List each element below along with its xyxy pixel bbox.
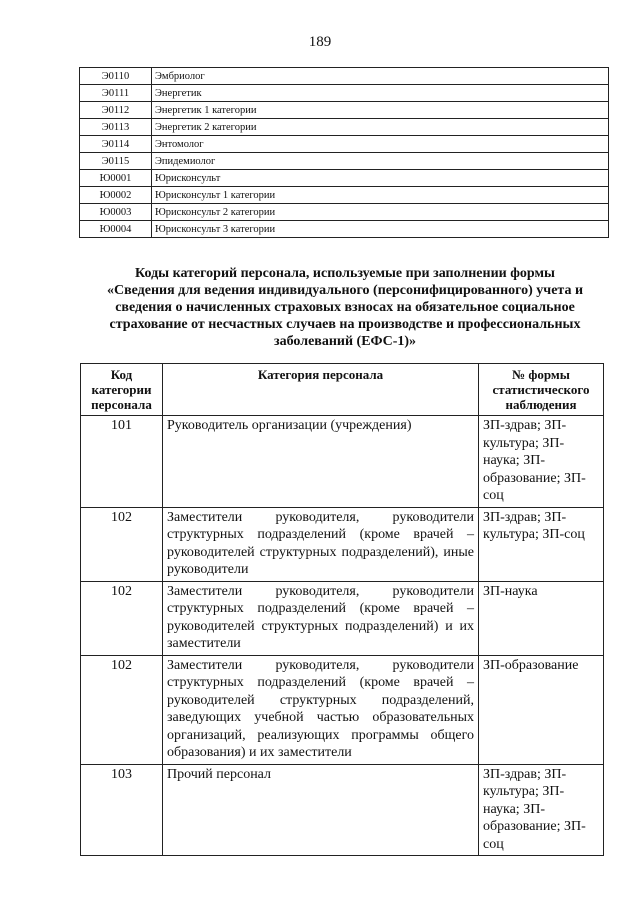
occupation-name: Юрисконсульт 2 категории [152, 204, 609, 221]
category-name: Заместители руководителя, руководители структурных подразделений (кроме врачей – руководителей структурных подразделений), иные руководители [163, 507, 479, 581]
table-row [81, 416, 604, 508]
form-number: ЗП-здрав; ЗП-культура; ЗП-наука; ЗП-образование; ЗП-соц [479, 764, 604, 856]
table-row [80, 170, 609, 187]
occupation-code: Ю0003 [80, 204, 152, 221]
category-name: Прочий персонал [163, 764, 479, 856]
occupation-code: Ю0004 [80, 221, 152, 238]
occupation-name: Энтомолог [152, 136, 609, 153]
section-title [80, 265, 610, 350]
occupation-code: Э0115 [80, 153, 152, 170]
category-name: Заместители руководителя, руководители структурных подразделений (кроме врачей – руководителей структурных подразделений) и их заместители [163, 581, 479, 655]
personnel-category-table [80, 363, 604, 856]
occupation-code: Э0112 [80, 102, 152, 119]
category-name: Заместители руководителя, руководители структурных подразделений (кроме врачей – руководителей структурных подразделений, заведующих учебной частью образовательных организаций, реализующих программы общего образования) и их заместители [163, 655, 479, 764]
table-row [80, 102, 609, 119]
category-code: 102 [81, 581, 163, 655]
table-row [80, 136, 609, 153]
section-title-line: сведения о начисленных страховых взносах на обязательное социальное [115, 300, 575, 315]
page-number: 189 [308, 34, 332, 50]
section-title-line: заболеваний (ЕФС-1)» [273, 334, 417, 349]
table-row [80, 204, 609, 221]
table-header-row [81, 364, 604, 416]
occupation-name: Юрисконсульт 1 категории [152, 187, 609, 204]
header-category: Категория персонала [163, 364, 479, 416]
occupation-name: Энергетик 2 категории [152, 119, 609, 136]
category-name: Руководитель организации (учреждения) [163, 416, 479, 508]
occupation-name: Эпидемиолог [152, 153, 609, 170]
section-title-line: Коды категорий персонала, используемые при заполнении формы [135, 266, 555, 281]
occupation-name: Эмбриолог [152, 68, 609, 85]
form-number: ЗП-наука [479, 581, 604, 655]
occupation-name: Юрисконсульт 3 категории [152, 221, 609, 238]
table-row [81, 581, 604, 655]
category-code: 101 [81, 416, 163, 508]
occupation-code: Ю0001 [80, 170, 152, 187]
section-title-line: страхование от несчастных случаев на производстве и профессиональных [109, 317, 581, 332]
table-row [80, 153, 609, 170]
table-row [80, 187, 609, 204]
form-number: ЗП-здрав; ЗП-культура; ЗП-соц [479, 507, 604, 581]
form-number: ЗП-образование [479, 655, 604, 764]
category-code: 103 [81, 764, 163, 856]
occupation-name: Юрисконсульт [152, 170, 609, 187]
occupation-code: Э0113 [80, 119, 152, 136]
form-number: ЗП-здрав; ЗП-культура; ЗП-наука; ЗП-образование; ЗП-соц [479, 416, 604, 508]
occupation-code: Э0110 [80, 68, 152, 85]
header-form: № формы статистического наблюдения [479, 364, 604, 416]
occupation-code: Ю0002 [80, 187, 152, 204]
category-code: 102 [81, 655, 163, 764]
table-row [81, 655, 604, 764]
occupation-code: Э0111 [80, 85, 152, 102]
occupation-code: Э0114 [80, 136, 152, 153]
occupation-code-table [79, 67, 609, 238]
occupation-name: Энергетик 1 категории [152, 102, 609, 119]
table-row [80, 85, 609, 102]
section-title-line: «Сведения для ведения индивидуального (персонифицированного) учета и [106, 283, 584, 298]
table-row [81, 507, 604, 581]
category-code: 102 [81, 507, 163, 581]
table-row [81, 764, 604, 856]
header-code: Код категории персонала [81, 364, 163, 416]
table-row [80, 68, 609, 85]
table-row [80, 119, 609, 136]
occupation-name: Энергетик [152, 85, 609, 102]
table-row [80, 221, 609, 238]
